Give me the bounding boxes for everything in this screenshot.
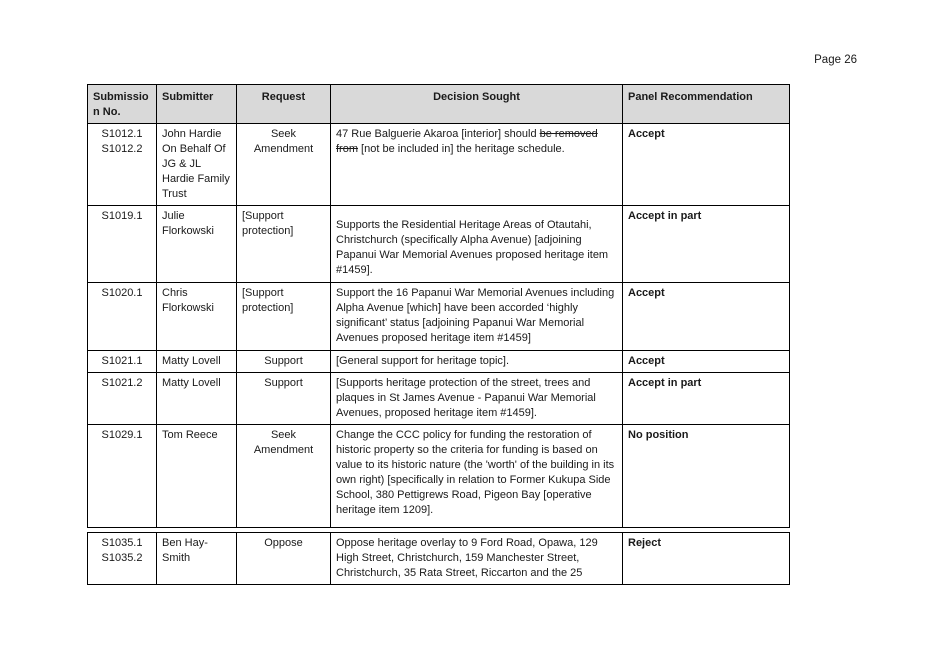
recommendation-cell: No position xyxy=(623,425,790,528)
submission-no-cell xyxy=(88,206,157,283)
table-body xyxy=(88,124,790,528)
header-submission-no: Submission No. xyxy=(88,85,157,124)
request-cell: Seek Amendment xyxy=(237,124,331,206)
table-row xyxy=(88,351,790,373)
request-cell: Support xyxy=(237,351,331,373)
recommendation-cell: Accept xyxy=(623,283,790,351)
decision-text: [Supports heritage protection of the street, trees and plaques in St James Avenue - Papanui War Memorial Avenues, proposed heritage item #1459]. xyxy=(336,377,596,419)
header-row xyxy=(88,85,790,124)
decision-text-struck: be removed from xyxy=(336,128,598,155)
table-row xyxy=(88,533,790,585)
submission-number: S1012.1 xyxy=(101,128,143,140)
submission-number: S1021.1 xyxy=(101,355,143,367)
request-cell: Oppose xyxy=(237,533,331,585)
submitter-cell: Ben Hay-Smith xyxy=(157,533,237,585)
submitter-cell: Matty Lovell xyxy=(157,351,237,373)
table-row xyxy=(88,373,790,425)
submission-number: S1035.1 xyxy=(101,537,143,549)
submission-number: S1035.2 xyxy=(101,552,143,564)
submission-no-cell xyxy=(88,533,157,585)
submission-no-cell xyxy=(88,425,157,528)
submission-no-cell xyxy=(88,283,157,351)
submission-no-cell xyxy=(88,373,157,425)
decision-sought-cell xyxy=(331,533,623,585)
page-number: Page 26 xyxy=(814,54,857,66)
submission-no-cell xyxy=(88,124,157,206)
table-row xyxy=(88,425,790,528)
submission-number: S1020.1 xyxy=(101,287,143,299)
submitter-cell: John Hardie On Behalf Of JG & JL Hardie Family Trust xyxy=(157,124,237,206)
recommendation-cell: Reject xyxy=(623,533,790,585)
header-decision-sought: Decision Sought xyxy=(331,85,623,124)
decision-text: Support the 16 Papanui War Memorial Avenues including Alpha Avenue [which] have been accorded ‘highly significant’ status [adjoining Papanui War Memorial Avenues proposed heritage item #1459] xyxy=(336,287,615,344)
decision-text: Change the CCC policy for funding the restoration of historic property so the criteria for funding is based on value to its historic nature (the 'worth' of the building in its own right) [specifically in relation to Former Kukupa Side School, 380 Pettigrews Road, Pigeon Bay [operative heritage item 1209]. xyxy=(336,429,615,516)
submitter-cell: Tom Reece xyxy=(157,425,237,528)
decision-sought-cell xyxy=(331,283,623,351)
decision-sought-cell xyxy=(331,351,623,373)
recommendation-cell: Accept in part xyxy=(623,373,790,425)
decision-text: 47 Rue Balguerie Akaroa [interior] should xyxy=(336,128,540,140)
request-cell: Support xyxy=(237,373,331,425)
submission-no-cell xyxy=(88,351,157,373)
submission-number: S1021.2 xyxy=(101,377,143,389)
recommendation-cell: Accept xyxy=(623,124,790,206)
request-cell: Seek Amendment xyxy=(237,425,331,528)
decision-text: Supports the Residential Heritage Areas of Otautahi, Christchurch (specifically Alpha Avenue) [adjoining Papanui War Memorial Avenues proposed heritage item #1459]. xyxy=(336,219,609,276)
submission-number: S1029.1 xyxy=(101,429,143,441)
table-row xyxy=(88,206,790,283)
table-row xyxy=(88,124,790,206)
submitter-cell: Matty Lovell xyxy=(157,373,237,425)
table-header xyxy=(88,85,790,124)
request-cell: [Support protection] xyxy=(237,283,331,351)
header-submitter: Submitter xyxy=(157,85,237,124)
decision-sought-cell xyxy=(331,373,623,425)
submitter-cell: Julie Florkowski xyxy=(157,206,237,283)
decision-sought-cell xyxy=(331,124,623,206)
decision-sought-cell xyxy=(331,206,623,283)
table-area xyxy=(87,84,789,585)
header-request: Request xyxy=(237,85,331,124)
decision-sought-cell xyxy=(331,425,623,528)
header-panel-recommendation: Panel Recommendation xyxy=(623,85,790,124)
submissions-table xyxy=(87,84,790,528)
table-body-continued xyxy=(88,533,790,585)
recommendation-cell: Accept xyxy=(623,351,790,373)
submitter-cell: Chris Florkowski xyxy=(157,283,237,351)
decision-text: [not be included in] the heritage schedule. xyxy=(358,143,565,155)
decision-text: Oppose heritage overlay to 9 Ford Road, Opawa, 129 High Street, Christchurch, 159 Manchester Street, Christchurch, 35 Rata Street, Riccarton and the 25 xyxy=(336,537,598,579)
request-cell: [Support protection] xyxy=(237,206,331,283)
decision-text: [General support for heritage topic]. xyxy=(336,355,510,367)
submission-number: S1019.1 xyxy=(101,210,143,222)
submissions-table-continued xyxy=(87,532,790,585)
recommendation-cell: Accept in part xyxy=(623,206,790,283)
table-row xyxy=(88,283,790,351)
submission-number: S1012.2 xyxy=(101,143,143,155)
